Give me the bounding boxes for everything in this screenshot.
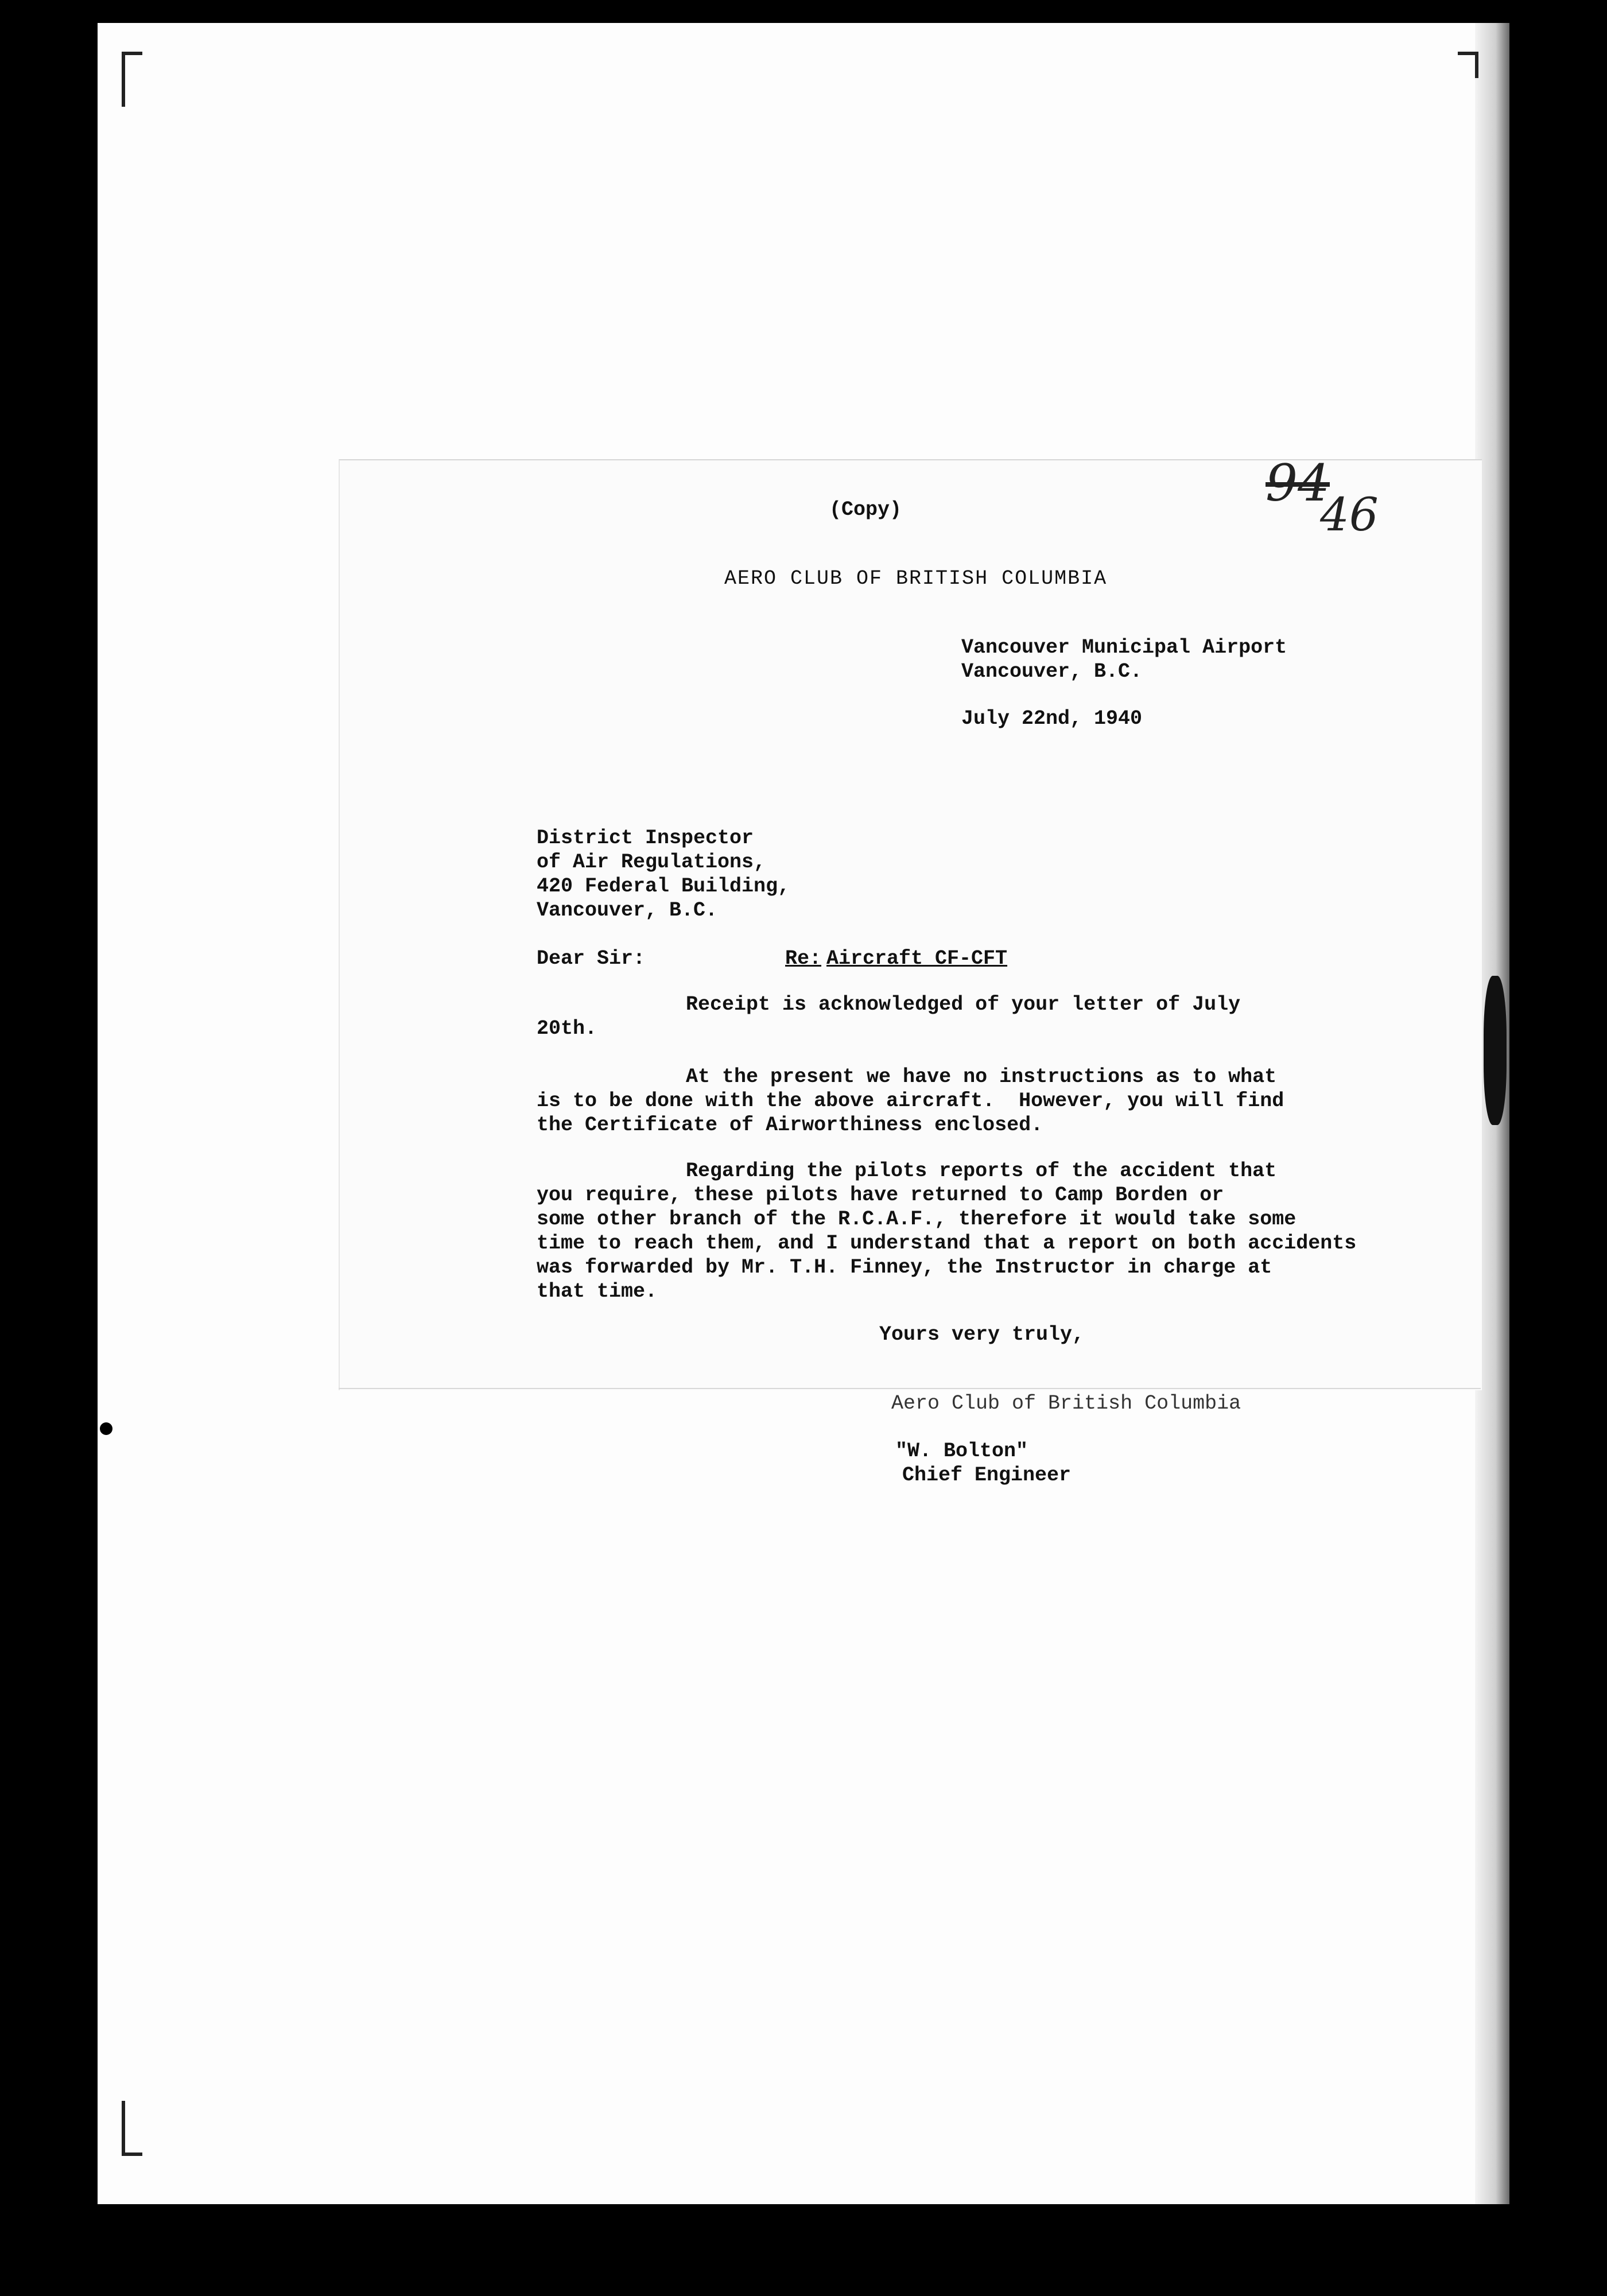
paragraph-3-line-4: time to reach them, and I understand that a report on both accidents <box>537 1232 1357 1255</box>
paragraph-2-line-2: is to be done with the above aircraft. However, you will find <box>537 1089 1284 1112</box>
closing: Yours very truly, <box>879 1323 1085 1346</box>
sender-address-line-2: Vancouver, B.C. <box>961 660 1143 683</box>
edge-smudge <box>1484 976 1507 1125</box>
recipient-line-3: 420 Federal Building, <box>537 875 790 898</box>
paragraph-3-line-5: was forwarded by Mr. T.H. Finney, the Instructor in charge at <box>537 1256 1272 1279</box>
signature-name: "W. Bolton" <box>895 1440 1028 1463</box>
signature-organization: Aero Club of British Columbia <box>891 1392 1241 1415</box>
sender-address-line-1: Vancouver Municipal Airport <box>961 636 1287 659</box>
organization-heading: AERO CLUB OF BRITISH COLUMBIA <box>724 567 1108 590</box>
paragraph-3-line-6: that time. <box>537 1280 658 1303</box>
paragraph-1-line-2: 20th. <box>537 1017 597 1040</box>
crop-mark-bottom-left <box>122 2101 142 2156</box>
letter-date: July 22nd, 1940 <box>961 707 1143 730</box>
sheet-fold-line <box>339 1388 1481 1389</box>
crop-mark-top-right <box>1458 52 1478 78</box>
re-subject: Aircraft CF-CFT <box>826 947 1008 970</box>
paragraph-3-line-3: some other branch of the R.C.A.F., therefore it would take some <box>537 1208 1297 1231</box>
paragraph-2-line-3: the Certificate of Airworthiness enclosed. <box>537 1114 1043 1137</box>
crop-mark-top-left <box>122 52 142 107</box>
recipient-line-4: Vancouver, B.C. <box>537 899 718 922</box>
paragraph-3-line-1: Regarding the pilots reports of the accident that <box>686 1159 1277 1182</box>
copy-label: (Copy) <box>829 498 902 521</box>
recipient-line-1: District Inspector <box>537 827 754 850</box>
punch-hole <box>100 1422 112 1435</box>
signature-title: Chief Engineer <box>902 1464 1072 1487</box>
paragraph-2-line-1: At the present we have no instructions as to what <box>686 1065 1277 1088</box>
handwritten-page-number: 94 <box>1266 453 1330 513</box>
salutation: Dear Sir: <box>537 947 646 970</box>
re-label: Re: <box>785 947 822 970</box>
paragraph-1-line-1: Receipt is acknowledged of your letter of July <box>686 993 1241 1016</box>
recipient-line-2: of Air Regulations, <box>537 851 766 874</box>
handwritten-page-number-alt: 46 <box>1320 488 1379 541</box>
paragraph-3-line-2: you require, these pilots have returned to Camp Borden or <box>537 1184 1224 1207</box>
